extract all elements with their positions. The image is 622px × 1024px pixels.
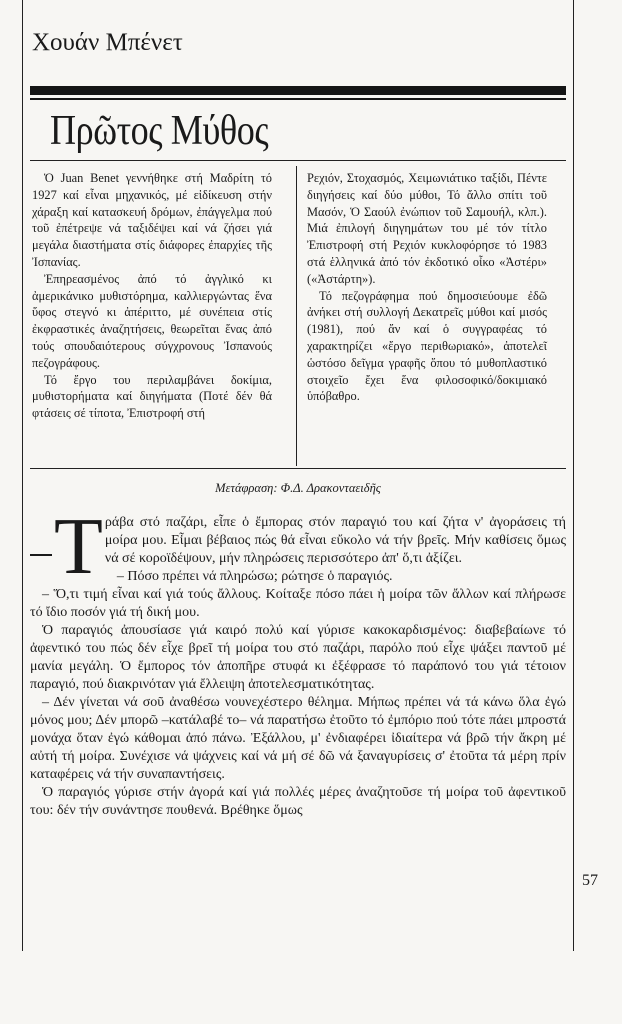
author-name: Χουάν Μπένετ — [32, 29, 183, 56]
story-paragraph: Ὁ παραγιός ἀπουσίασε γιά καιρό πολύ καί γύρισε κακοκαρδισμένος: διαβεβαίωνε τό ἀφεντικό του πώς δέν εἶχε βρεῖ τή μοίρα του στό παζάρι, παρόλο πού εἶχε ψάξει παντοῦ μέ μανία μεγάλη. Ὁ ἔμπορος τόν ἀποπῆρε στυφά κι ἐξέφρασε τό παράπονό του γιά τέτοιον παραγιό, πού διακρινόταν γιά ἔλλειψη ἀποτελεσματικότητας. — [30, 623, 566, 692]
bio-paragraph: Ρεχιόν, Στοχασμός, Χειμωνιάτικο ταξίδι, Πέντε διηγήσεις καί δύο μύθοι, Τό ἄλλο σπίτι τοῦ Μασόν, Ὁ Σαούλ ἐνώπιον τοῦ Σαμουήλ, κλπ.). Μιά ἐπιλογή διηγημάτων του μέ τόν τίτλο Ἐπιστροφή στή Ρεχιόν κυκλοφόρησε τό 1983 στά ἑλληνικά ἀπό τόν ἐκδοτικό οἶκο «Ἀστέρι» («Ἀστάρτη»). — [307, 171, 547, 286]
story-paragraph: – Ὅ,τι τιμή εἶναι καί γιά τούς ἄλλους. Κοίταξε πόσο πάει ἡ μοίρα τῶν ἄλλων καί πλήρωσε τό ἴδιο ποσόν γιά τή δική μου. — [30, 587, 566, 620]
drop-cap: Τ — [30, 514, 103, 580]
story-body — [30, 503, 566, 820]
story-paragraph: Ὁ παραγιός γύρισε στήν ἀγορά καί γιά πολλές μέρες ἀναζητοῦσε τή μοίρα τοῦ ἀφεντικοῦ του: δέν τήν συνάντησε πουθενά. Βρέθηκε ὅμως — [30, 785, 566, 818]
section-rule — [30, 468, 566, 469]
column-divider — [296, 166, 297, 466]
page-frame-left — [22, 0, 23, 951]
title-rule — [30, 160, 566, 161]
bio-paragraph: Ὁ Juan Benet γεννήθηκε στή Μαδρίτη τό 1927 καί εἶναι μηχανικός, μέ εἰδίκευση στήν χάραξη καί κατασκευή δρόμων, ἐπάγγελμα πού τοῦ ἐπέτρεψε νά ταξιδέψει καί νά ζήσει γιά μεγάλα διαστήματα στίς διάφορες ἐπαρχίες τῆς Ἰσπανίας. — [32, 171, 272, 269]
bio-paragraph: Ἐπηρεασμένος ἀπό τό ἀγγλικό κι ἀμερικάνικο μυθιστόρημα, καλλιεργώντας ἕνα ὕφος στεγνό κι ἀπέριττο, μέ συνέπεια στίς ἐκφραστικές ἀναζητήσεις, θεωρεῖται ἕνας ἀπό τούς σπουδαιότερους σύγχρονους Ἰσπανούς πεζογράφους. — [32, 271, 272, 370]
bio-paragraph: Τό ἔργο του περιλαμβάνει δοκίμια, μυθιστορήματα καί διηγήματα (Ποτέ δέν θά φτάσεις σέ τίποτα, Ἐπιστροφή στή — [32, 372, 272, 421]
story-first-paragraph: Τράβα στό παζάρι, εἶπε ὁ ἔμπορας στόν παραγιό του καί ζήτα ν' ἀγοράσεις τή μοίρα μου. Εἶμαι βέβαιος πώς θά εἶναι εὔκολο νά τήν βρεῖς. Μήν καθίσεις ὅμως νά σέ κοροϊδέψουν, μήν πληρώσεις περισσότερο ἀπ' ὅ,τι ἀξίζει. — [30, 514, 566, 568]
story-title: Πρῶτος Μύθος — [50, 108, 269, 154]
header-rule-thick — [30, 86, 566, 95]
header-rule-thin — [30, 98, 566, 100]
bio-paragraph: Τό πεζογράφημα πού δημοσιεύουμε ἐδῶ ἀνήκει στή συλλογή Δεκατρεῖς μύθοι καί μισός (1981), πού ἄν καί ὁ συγγραφέας τό χαρακτηρίζει «ἔργο περιθωριακό», ἀποτελεῖ ὡστόσο δεῖγμα γραφῆς ὅπου τό μυθοπλαστικό στοιχεῖο ἔχει ἕνα φιλοσοφικό/δοκιμιακό ὑπόβαθρο. — [307, 288, 547, 404]
page-number: 57 — [582, 872, 598, 889]
translator-credit: Μετάφραση: Φ.Δ. Δρακονταειδῆς — [215, 481, 381, 495]
bio-column-right — [307, 170, 547, 405]
story-paragraph: – Δέν γίνεται νά σοῦ ἀναθέσω νουνεχέστερο θέλημα. Μήπως πρέπει νά τά κάνω ὅλα ἐγώ μόνος μου; Δέν μπορῶ –κατάλαβέ το– νά παρατήσω ἐτοῦτο τό ἐμπόριο πού τότε πάει μπροστά μονάχα ὅταν ἐγώ κάθομαι ἀπό πάνω. Ἐξάλλου, μ' ἐνδιαφέρει ἰδιαίτερα νά βρῶ τήν ἄκρη μέ αὐτή τή μοίρα. Συνέχισε νά ψάχνεις καί νά μή σέ δῶ νά ξαναγυρίσεις σ' ἐτοῦτα τά μέρη πρίν καταφέρεις νά τήν συναπαντήσεις. — [30, 695, 566, 782]
page-frame-right — [573, 0, 574, 951]
bio-column-left — [32, 170, 272, 422]
dropcap-dash — [30, 554, 52, 556]
story-paragraph: – Πόσο πρέπει νά πληρώσω; ρώτησε ὁ παραγιός. — [116, 569, 393, 584]
